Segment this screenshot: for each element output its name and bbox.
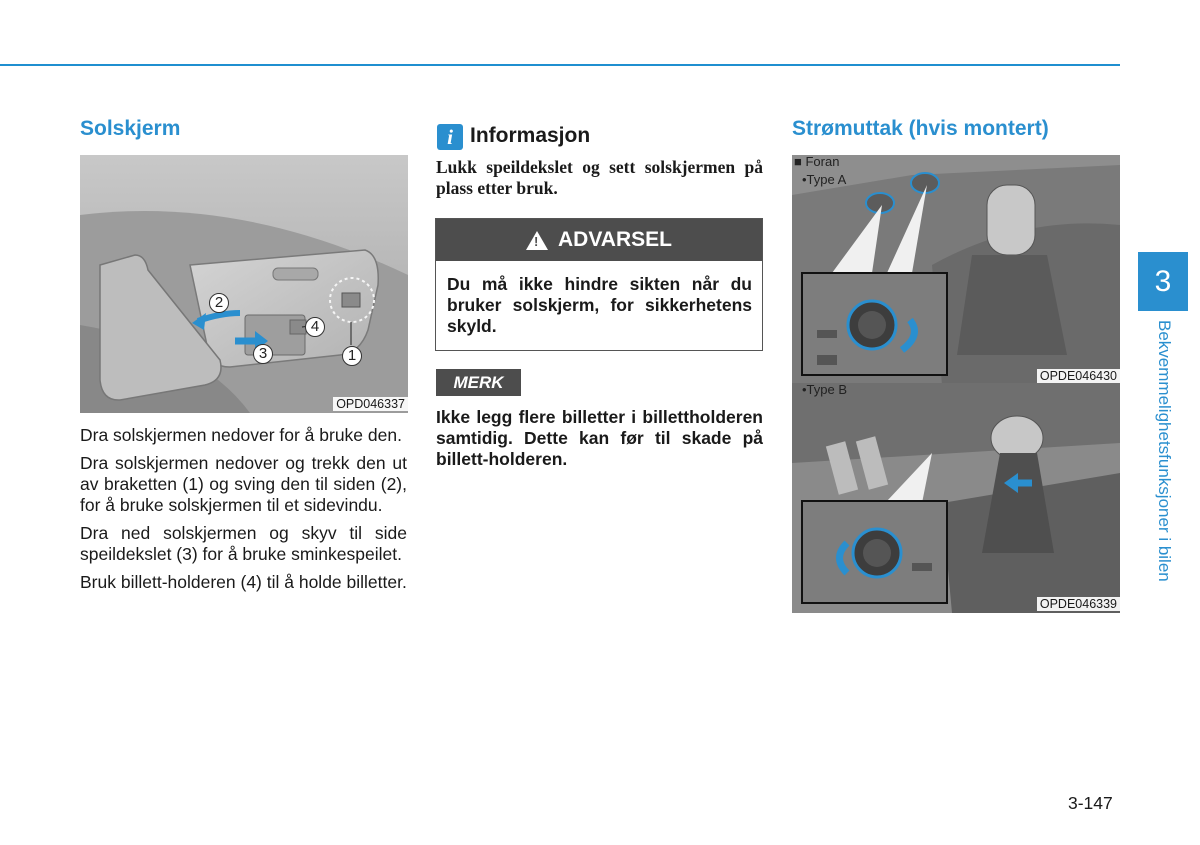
power-outlet-figure-type-b [792,383,1120,613]
callout-1: 1 [342,346,362,366]
type-b-label: •Type B [802,383,848,397]
info-icon: i [437,124,463,150]
location-label: ■ Foran [794,155,840,169]
paragraph: Dra solskjermen nedover for å bruke den. [80,425,402,445]
figure-code: OPD046337 [333,397,408,411]
paragraph: Bruk billett-holderen (4) til å holde billetter. [80,572,407,592]
warning-text: Du må ikke hindre sikten når du bruker solskjerm, for sikkerhetens skyld. [447,274,752,336]
warning-triangle-icon: ! [526,231,548,250]
console-type-b-illustration [792,383,1120,613]
paragraph: Dra ned solskjermen og skyv til side speildekslet (3) for å bruke sminkespeilet. [80,523,407,564]
page-number: 3-147 [1068,793,1113,813]
sunvisor-illustration [80,155,408,413]
header-rule [0,64,1120,66]
chapter-tab: 3 [1138,252,1188,311]
chapter-title: Bekvemmelighetsfunksjoner i bilen [1155,320,1174,582]
callout-3: 3 [253,344,273,364]
warning-title: ADVARSEL [558,228,672,251]
note-text: Ikke legg flere billetter i billettholderen samtidig. Dette kan før til skade på billett-holderen. [436,407,763,469]
power-outlet-title: Strømuttak (hvis montert) [792,117,1049,140]
figure-code: OPDE046339 [1037,597,1120,611]
note-label: MERK [436,369,521,396]
sunvisor-body [80,425,407,600]
info-text: Lukk speildekslet og sett solskjermen på plass etter bruk. [436,157,763,198]
sunvisor-title: Solskjerm [80,117,181,140]
info-title: Informasjon [470,124,591,147]
callout-4: 4 [305,317,325,337]
warning-header [436,219,762,261]
callout-2: 2 [209,293,229,313]
type-a-label: •Type A [802,172,847,187]
power-outlet-figure-type-a [792,155,1120,385]
console-type-a-illustration [792,155,1120,385]
sunvisor-figure [80,155,408,413]
paragraph: Dra solskjermen nedover og trekk den ut av braketten (1) og sving den til siden (2), for å bruke solskjermen til et sidevindu. [80,453,407,515]
figure-code: OPDE046430 [1037,369,1120,383]
warning-box [435,218,763,351]
